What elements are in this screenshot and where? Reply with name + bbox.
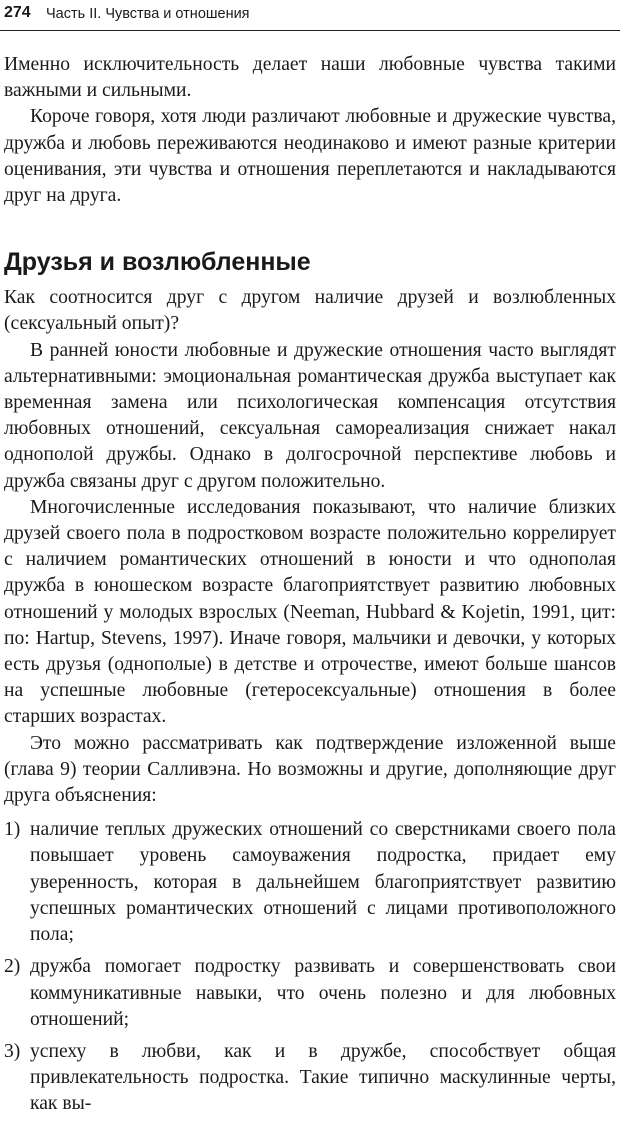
paragraph: Как соотносится друг с другом наличие друзей и возлюбленных (сексуальный опыт)?: [4, 287, 616, 335]
paragraph: Это можно рассматривать как подтверждение изложенной выше (глава 9) теории Салливэна. Но возможны и другие, дополняющие друг друга объяснения:: [4, 732, 616, 807]
section-heading: Друзья и возлюбленные: [4, 248, 311, 277]
page-body: [4, 52, 616, 1124]
list-item-number: 2): [4, 956, 21, 978]
list-item-number: 1): [4, 819, 21, 841]
list-item-text: успеху в любви, как и в дружбе, способствует общая привлекательность подростка. Такие типично маскулинные черты, как вы-: [30, 1040, 616, 1115]
paragraph: Именно исключительность делает наши любовные чувства такими важными и сильными.: [4, 54, 616, 102]
running-title: Часть II. Чувства и отношения: [46, 6, 250, 22]
paragraph: Многочисленные исследования показывают, что наличие близких друзей своего пола в подростковом возрасте положительно коррелирует с наличием романтических отношений в юности и что однополая дружба в юношеском возрасте благоприятствует развитию любовных отношений у молодых взрослых (Neeman, Hubbard & Kojetin, 1991, цит: по: Hartup, Stevens, 1997). Иначе говоря, мальчики и девочки, у которых есть друзья (однополые) в детстве и отрочестве, имеют больше шансов на успешные любовные (гетеросексуальные) отношения в более старших возрастах.: [4, 496, 616, 728]
list-item: [4, 817, 616, 948]
running-header: [0, 0, 620, 31]
paragraph: Короче говоря, хотя люди различают любовные и дружеские чувства, дружба и любовь переживаются неодинаково и имеют разные критерии оценивания, эти чувства и отношения переплетаются и накладываются друг на друга.: [4, 106, 616, 207]
list-item-number: 3): [4, 1040, 21, 1062]
numbered-list: [4, 817, 616, 1117]
paragraph: В ранней юности любовные и дружеские отношения часто выглядят альтернативными: эмоциональная романтическая дружба выступает как временная замена или психологическая компенсация отсутствия любовных отношений, сексуальная самореализация снижает накал однополой дружбы. Однако в долгосрочной перспективе любовь и дружба связаны друг с другом положительно.: [4, 339, 616, 492]
page-number: 274: [4, 4, 31, 21]
list-item-text: наличие теплых дружеских отношений со сверстниками своего пола повышает уровень самоуважения подростка, придает ему уверенность, которая в дальнейшем благоприятствует развитию успешных романтических отношений с лицами противоположного пола;: [30, 819, 616, 946]
list-item: [4, 1039, 616, 1118]
list-item: [4, 954, 616, 1033]
list-item-text: дружба помогает подростку развивать и совершенствовать свои коммуникативные навыки, что очень полезно и для любовных отношений;: [30, 956, 616, 1030]
